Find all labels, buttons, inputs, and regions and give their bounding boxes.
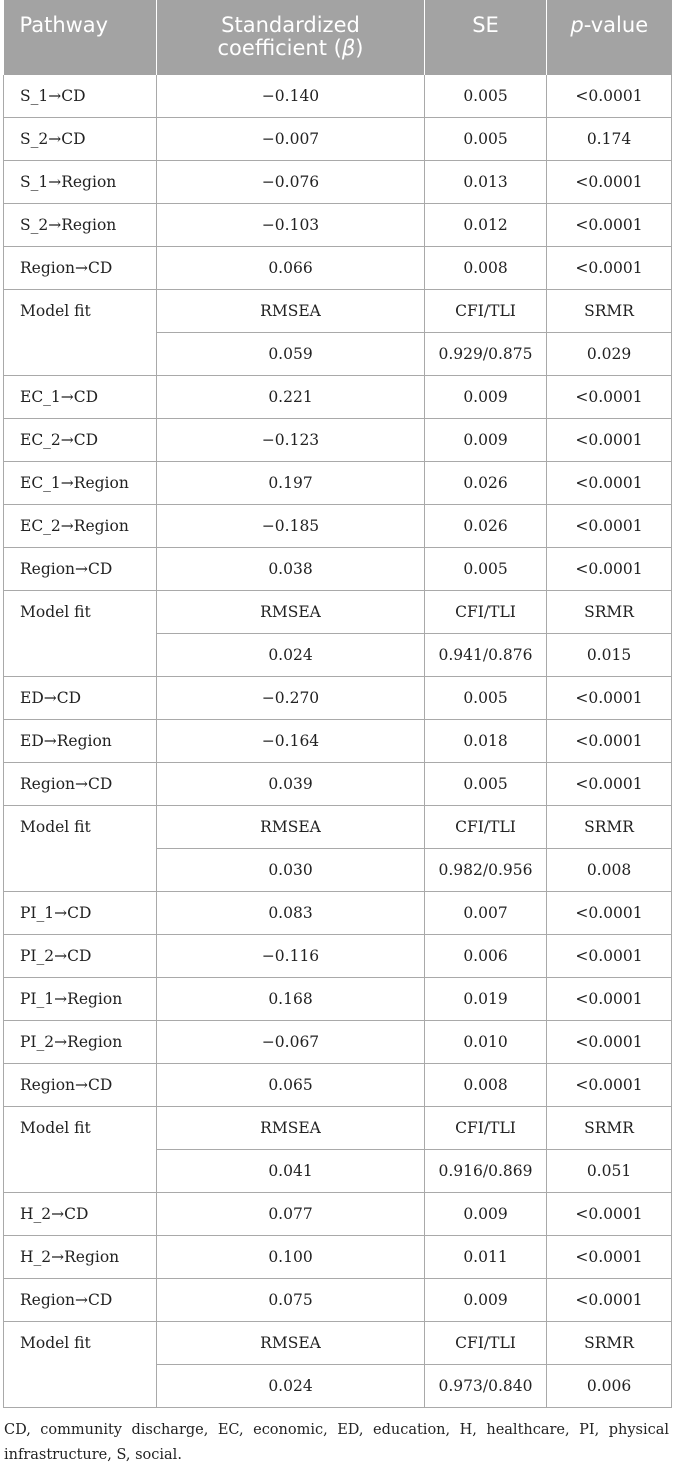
cfi-tli-value: 0.929/0.875	[425, 333, 547, 376]
rmsea-label: RMSEA	[157, 290, 425, 333]
p-value-cell: <0.0001	[547, 1021, 672, 1064]
coefficient-cell: 0.066	[157, 247, 425, 290]
model-fit-label: Model fit	[4, 591, 157, 677]
coefficient-cell: 0.221	[157, 376, 425, 419]
rmsea-value: 0.041	[157, 1150, 425, 1193]
cfi-tli-value: 0.973/0.840	[425, 1365, 547, 1408]
model-fit-row	[4, 290, 672, 333]
table-header	[4, 0, 672, 75]
se-cell: 0.009	[425, 419, 547, 462]
pathway-cell: PI_1→CD	[4, 892, 157, 935]
p-value-cell: <0.0001	[547, 720, 672, 763]
cfi-tli-value: 0.982/0.956	[425, 849, 547, 892]
table-row	[4, 1236, 672, 1279]
table-row	[4, 376, 672, 419]
p-value-cell: <0.0001	[547, 548, 672, 591]
table-row	[4, 763, 672, 806]
model-fit-label: Model fit	[4, 1107, 157, 1193]
cfi-tli-label: CFI/TLI	[425, 1322, 547, 1365]
table-row	[4, 75, 672, 118]
p-value-cell: <0.0001	[547, 376, 672, 419]
se-cell: 0.005	[425, 548, 547, 591]
model-fit-row	[4, 806, 672, 849]
table-row	[4, 1064, 672, 1107]
se-cell: 0.018	[425, 720, 547, 763]
beta-symbol: β	[341, 36, 356, 60]
coefficient-cell: 0.197	[157, 462, 425, 505]
se-cell: 0.019	[425, 978, 547, 1021]
srmr-value: 0.015	[547, 634, 672, 677]
table-row	[4, 1021, 672, 1064]
p-value-cell: <0.0001	[547, 1193, 672, 1236]
coefficient-cell: 0.083	[157, 892, 425, 935]
coefficient-cell: −0.164	[157, 720, 425, 763]
pathway-cell: S_2→Region	[4, 204, 157, 247]
pathway-cell: ED→Region	[4, 720, 157, 763]
table-row	[4, 118, 672, 161]
srmr-label: SRMR	[547, 591, 672, 634]
pathway-cell: EC_2→CD	[4, 419, 157, 462]
p-value-cell: <0.0001	[547, 1064, 672, 1107]
coefficient-cell: 0.168	[157, 978, 425, 1021]
srmr-label: SRMR	[547, 1107, 672, 1150]
model-fit-row	[4, 1107, 672, 1150]
se-cell: 0.007	[425, 892, 547, 935]
header-se: SE	[425, 0, 547, 75]
se-cell: 0.008	[425, 1064, 547, 1107]
coefficient-cell: −0.123	[157, 419, 425, 462]
coefficient-cell: 0.039	[157, 763, 425, 806]
p-value-cell: <0.0001	[547, 892, 672, 935]
pathway-cell: S_1→Region	[4, 161, 157, 204]
table-row	[4, 935, 672, 978]
coefficient-cell: 0.100	[157, 1236, 425, 1279]
pathway-cell: Region→CD	[4, 1064, 157, 1107]
pathway-cell: S_1→CD	[4, 75, 157, 118]
srmr-value: 0.008	[547, 849, 672, 892]
table-row	[4, 505, 672, 548]
coefficient-cell: −0.185	[157, 505, 425, 548]
coefficient-cell: −0.140	[157, 75, 425, 118]
se-cell: 0.006	[425, 935, 547, 978]
coefficient-cell: 0.038	[157, 548, 425, 591]
srmr-label: SRMR	[547, 1322, 672, 1365]
table-row	[4, 978, 672, 1021]
pathway-cell: S_2→CD	[4, 118, 157, 161]
srmr-label: SRMR	[547, 290, 672, 333]
table-row	[4, 892, 672, 935]
se-cell: 0.005	[425, 677, 547, 720]
se-cell: 0.026	[425, 462, 547, 505]
se-cell: 0.013	[425, 161, 547, 204]
se-cell: 0.008	[425, 247, 547, 290]
coefficient-cell: −0.116	[157, 935, 425, 978]
model-fit-label: Model fit	[4, 290, 157, 376]
coefficient-cell: −0.103	[157, 204, 425, 247]
srmr-label: SRMR	[547, 806, 672, 849]
coefficient-cell: 0.077	[157, 1193, 425, 1236]
rmsea-value: 0.059	[157, 333, 425, 376]
p-value-cell: <0.0001	[547, 677, 672, 720]
p-value-cell: <0.0001	[547, 204, 672, 247]
coefficient-cell: 0.065	[157, 1064, 425, 1107]
coefficient-cell: −0.270	[157, 677, 425, 720]
p-value-cell: <0.0001	[547, 75, 672, 118]
pathway-cell: ED→CD	[4, 677, 157, 720]
p-value-cell: <0.0001	[547, 1236, 672, 1279]
rmsea-value: 0.024	[157, 1365, 425, 1408]
p-value-cell: <0.0001	[547, 763, 672, 806]
pathway-cell: PI_2→CD	[4, 935, 157, 978]
header-coefficient-line1: Standardized	[221, 13, 360, 37]
p-value-cell: <0.0001	[547, 462, 672, 505]
table-row	[4, 1193, 672, 1236]
cfi-tli-label: CFI/TLI	[425, 290, 547, 333]
rmsea-value: 0.024	[157, 634, 425, 677]
cfi-tli-label: CFI/TLI	[425, 1107, 547, 1150]
p-value-cell: <0.0001	[547, 419, 672, 462]
table-row	[4, 419, 672, 462]
se-cell: 0.011	[425, 1236, 547, 1279]
cfi-tli-value: 0.941/0.876	[425, 634, 547, 677]
header-pathway: Pathway	[4, 0, 157, 75]
model-fit-label: Model fit	[4, 806, 157, 892]
cfi-tli-label: CFI/TLI	[425, 591, 547, 634]
coefficient-cell: −0.067	[157, 1021, 425, 1064]
p-value-cell: <0.0001	[547, 978, 672, 1021]
cfi-tli-value: 0.916/0.869	[425, 1150, 547, 1193]
sem-pathway-table	[3, 0, 672, 1408]
rmsea-label: RMSEA	[157, 591, 425, 634]
rmsea-label: RMSEA	[157, 1322, 425, 1365]
rmsea-value: 0.030	[157, 849, 425, 892]
model-fit-row	[4, 591, 672, 634]
rmsea-label: RMSEA	[157, 1107, 425, 1150]
p-value-cell: <0.0001	[547, 505, 672, 548]
p-value-cell: <0.0001	[547, 935, 672, 978]
srmr-value: 0.029	[547, 333, 672, 376]
se-cell: 0.005	[425, 75, 547, 118]
pathway-cell: Region→CD	[4, 763, 157, 806]
se-cell: 0.026	[425, 505, 547, 548]
table-row	[4, 462, 672, 505]
table-row	[4, 247, 672, 290]
header-p-value: p-value	[547, 0, 672, 75]
srmr-value: 0.051	[547, 1150, 672, 1193]
coefficient-cell: 0.075	[157, 1279, 425, 1322]
pathway-cell: Region→CD	[4, 548, 157, 591]
pathway-cell: Region→CD	[4, 1279, 157, 1322]
p-value-cell: <0.0001	[547, 247, 672, 290]
se-cell: 0.009	[425, 376, 547, 419]
p-value-cell: 0.174	[547, 118, 672, 161]
srmr-value: 0.006	[547, 1365, 672, 1408]
table-row	[4, 204, 672, 247]
table-row	[4, 677, 672, 720]
coefficient-cell: −0.076	[157, 161, 425, 204]
model-fit-row	[4, 1322, 672, 1365]
pathway-cell: EC_2→Region	[4, 505, 157, 548]
table-row	[4, 1279, 672, 1322]
table-row	[4, 161, 672, 204]
pathway-cell: EC_1→Region	[4, 462, 157, 505]
se-cell: 0.009	[425, 1279, 547, 1322]
header-coefficient-line2: coefficient (	[217, 36, 342, 60]
cfi-tli-label: CFI/TLI	[425, 806, 547, 849]
pathway-cell: H_2→CD	[4, 1193, 157, 1236]
pathway-cell: H_2→Region	[4, 1236, 157, 1279]
p-value-cell: <0.0001	[547, 1279, 672, 1322]
table-row	[4, 720, 672, 763]
se-cell: 0.005	[425, 118, 547, 161]
table-footnote: CD, community discharge, EC, economic, ED, education, H, healthcare, PI, physical infrastructure, S, social.	[4, 1422, 669, 1463]
se-cell: 0.009	[425, 1193, 547, 1236]
table-body	[4, 75, 672, 1408]
coefficient-cell: −0.007	[157, 118, 425, 161]
model-fit-label: Model fit	[4, 1322, 157, 1408]
pathway-cell: Region→CD	[4, 247, 157, 290]
pathway-cell: PI_1→Region	[4, 978, 157, 1021]
se-cell: 0.010	[425, 1021, 547, 1064]
table-row	[4, 548, 672, 591]
se-cell: 0.005	[425, 763, 547, 806]
p-value-cell: <0.0001	[547, 161, 672, 204]
pathway-cell: EC_1→CD	[4, 376, 157, 419]
pathway-cell: PI_2→Region	[4, 1021, 157, 1064]
header-coefficient: Standardized coefficient (β)	[157, 0, 425, 75]
rmsea-label: RMSEA	[157, 806, 425, 849]
se-cell: 0.012	[425, 204, 547, 247]
